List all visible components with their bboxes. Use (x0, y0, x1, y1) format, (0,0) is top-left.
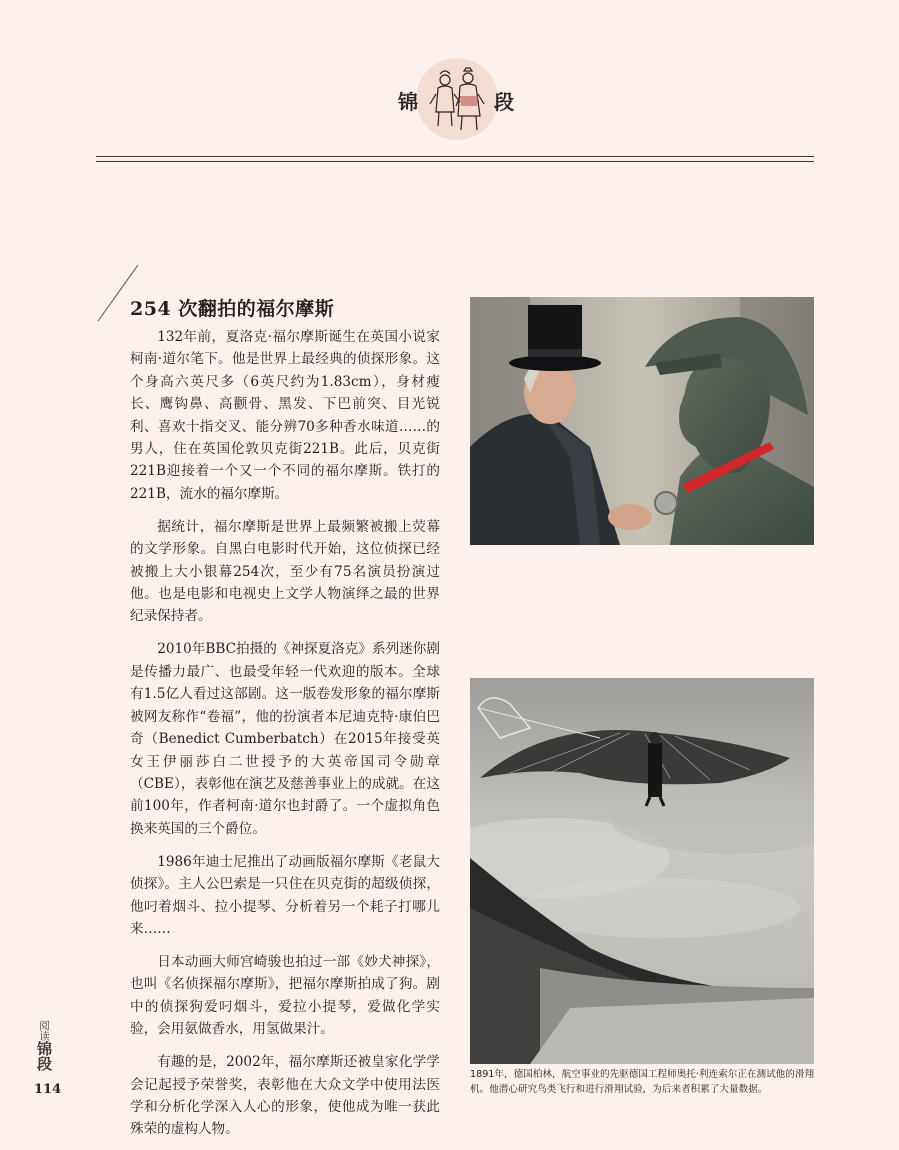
article-body (130, 326, 440, 1150)
figures-illustration-icon (428, 66, 486, 136)
paragraph: 有趣的是，2002年，福尔摩斯还被皇家化学学会记起授予荣誉奖，表彰他在大众文学中使用法医学和分析化学深入人心的形象，使他成为唯一获此殊荣的虚构人物。 (130, 1054, 440, 1138)
paragraph: 1986年迪士尼推出了动画版福尔摩斯《老鼠大侦探》。主人公巴索是一只住在贝克街的超级侦探，他叼着烟斗、拉小提琴、分析着另一个耗子打哪儿来…… (130, 853, 440, 937)
folio-section-label (34, 1020, 55, 1071)
photo-man-and-statue (470, 297, 814, 545)
paragraph: 据统计，福尔摩斯是世界上最频繁被搬上荧幕的文学形象。自黑白电影时代开始，这位侦探已经被搬上大小银幕254次，至少有75名演员扮演过他。也是电影和电视史上文学人物演绎之最的世界纪录保持者。 (130, 518, 440, 625)
folio-section-prefix: 阅读 (38, 1020, 50, 1041)
header-left-char: 锦 (398, 90, 418, 114)
article-title: 254 次翻拍的福尔摩斯 (130, 298, 335, 320)
folio-section-main: 锦段 (35, 1041, 53, 1071)
paragraph: 日本动画大师宫崎骏也拍过一部《妙犬神探》，也叫《名侦探福尔摩斯》，把福尔摩斯拍成了狗。剧中的侦探狗爱叼烟斗，爱拉小提琴，爱做化学实验，会用氨做香水，用氢做果汁。 (130, 953, 440, 1038)
page-number: 114 (34, 1082, 62, 1097)
header-double-rule (96, 156, 814, 162)
photo2-caption: 1891年，德国柏林，航空事业的先驱德国工程师奥托·利连索尔正在测试他的滑翔机。他潜心研究鸟类飞行和进行滑翔试验，为后来者积累了大量数据。 (470, 1069, 815, 1095)
paragraph: 132年前，夏洛克·福尔摩斯诞生在英国小说家柯南·道尔笔下。他是世界上最经典的侦探形象。这个身高六英尺多（6英尺约为1.83cm），身材瘦长、鹰钩鼻、高颧骨、黑发、下巴前突、目光锐利、喜欢十指交叉、能分辨70多种香水味道……的男人，住在英国伦敦贝克街221B。此后，贝克街221B迎接着一个又一个不同的福尔摩斯。铁打的221B，流水的福尔摩斯。 (130, 329, 440, 502)
photo-glider (470, 678, 814, 1064)
header-right-char: 段 (494, 90, 514, 114)
folio (34, 1020, 64, 1097)
paragraph: 2010年BBC拍摄的《神探夏洛克》系列迷你剧是传播力最广、也最受年轻一代欢迎的版本。全球有1.5亿人看过这部剧。这一版卷发形象的福尔摩斯被网友称作“卷福”，他的扮演者本尼迪克特·康伯巴奇（Benedict Cumberbatch）在2015年接受英女王伊丽莎白二世授予的大英帝国司令勋章（CBE），表彰他在演艺及慈善事业上的成就。在这前100年，作者柯南·道尔也封爵了。一个虚拟角色换来英国的三个爵位。 (130, 641, 440, 837)
section-header-emblem (382, 58, 532, 144)
